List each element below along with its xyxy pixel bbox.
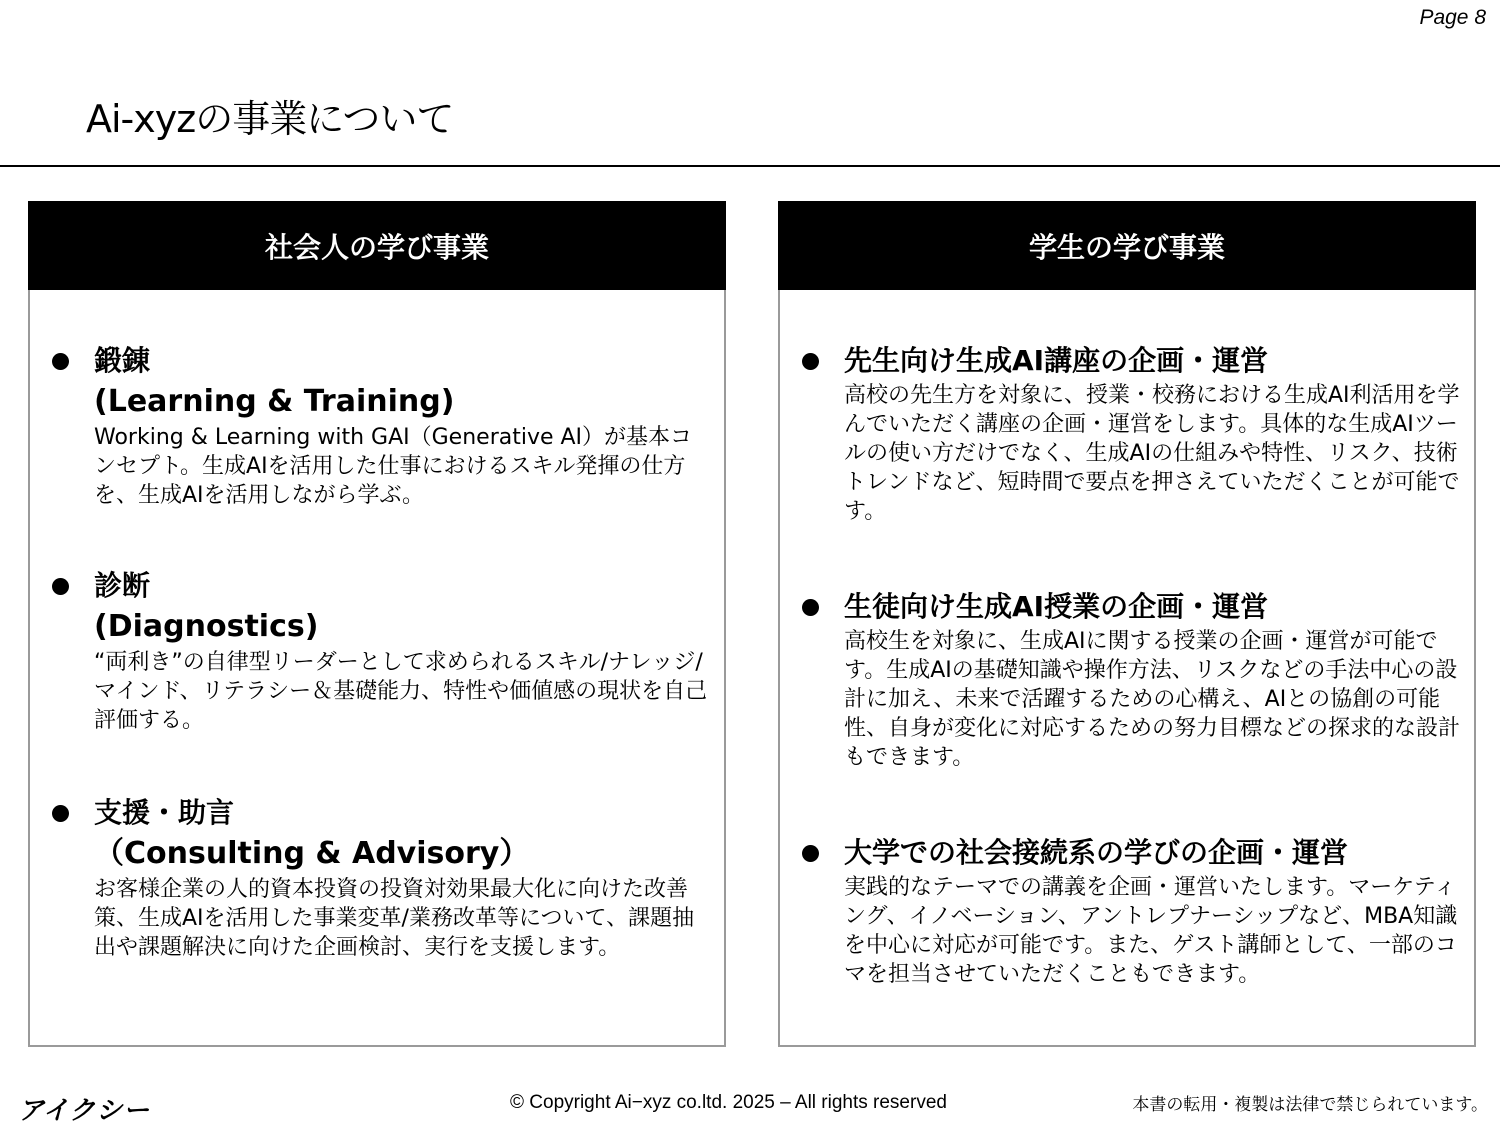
- bullet-icon: [52, 578, 69, 595]
- item-description: 高校の先生方を対象に、授業・校務における生成AI利活用を学んでいただく講座の企画・運営をします。具体的な生成AIツールの使い方だけでなく、生成AIの仕組みや特性、リスク、技術トレンドなど、短時間で要点を押さえていただくことが可能です。: [844, 383, 1460, 524]
- item-subtitle: （Consulting & Advisory）: [94, 836, 530, 871]
- list-item-teacher-course: [800, 341, 1460, 526]
- copyright-text: © Copyright Ai−xyz co.ltd. 2025 – All rights reserved: [510, 1092, 947, 1113]
- list-item-student-class: [800, 587, 1460, 772]
- list-item-training: [50, 341, 710, 510]
- item-subtitle: (Diagnostics): [94, 609, 319, 644]
- list-item-university-program: [800, 833, 1460, 989]
- list-item-diagnostics: [50, 566, 710, 735]
- item-title: 診断: [94, 569, 151, 602]
- item-description: お客様企業の人的資本投資の投資対効果最大化に向けた改善策、生成AIを活用した事業変革/業務改革等について、課題抽出や課題解決に向けた企画検討、実行を支援します。: [94, 877, 695, 960]
- item-description: “両利き”の自律型リーダーとして求められるスキル/ナレッジ/マインド、リテラシー＆基礎能力、特性や価値感の現状を自己評価する。: [94, 650, 708, 733]
- item-title: 生徒向け生成AI授業の企画・運営: [844, 590, 1269, 623]
- panel-working-adults: [28, 201, 726, 1047]
- item-description: 実践的なテーマでの講義を企画・運営いたします。マーケティング、イノベーション、アントレプナーシップなど、MBA知識を中心に対応が可能です。また、ゲスト講師として、一部のコマを担当させていただくこともできます。: [844, 875, 1458, 987]
- item-title: 支援・助言: [94, 796, 235, 829]
- item-title: 大学での社会接続系の学びの企画・運営: [844, 836, 1349, 869]
- page-title: Ai-xyzの事業について: [86, 97, 454, 141]
- bullet-icon: [802, 353, 819, 370]
- panel-header: 社会人の学び事業: [28, 201, 726, 290]
- reproduction-notice: 本書の転用・複製は法律で禁じられています。: [1132, 1095, 1488, 1115]
- bullet-icon: [802, 845, 819, 862]
- bullet-icon: [52, 805, 69, 822]
- company-logo: アイクシー: [18, 1096, 151, 1126]
- panel-students: [778, 201, 1476, 1047]
- bullet-icon: [52, 353, 69, 370]
- item-subtitle: (Learning & Training): [94, 384, 455, 419]
- page-number: Page 8: [1419, 6, 1486, 29]
- title-divider: [0, 165, 1500, 167]
- item-description: 高校生を対象に、生成AIに関する授業の企画・運営が可能です。生成AIの基礎知識や操作方法、リスクなどの手法中心の設計に加え、未来で活躍するための心構え、AIとの協創の可能性、自身が変化に対応するための努力目標などの探求的な設計もできます。: [844, 629, 1461, 770]
- bullet-icon: [802, 599, 819, 616]
- item-title: 鍛錬: [94, 344, 151, 377]
- list-item-consulting: [50, 793, 710, 962]
- panel-header: 学生の学び事業: [778, 201, 1476, 290]
- item-description: Working & Learning with GAI（Generative AI）が基本コンセプト。生成AIを活用した仕事におけるスキル発揮の仕方を、生成AIを活用しながら学ぶ。: [94, 425, 693, 508]
- item-title: 先生向け生成AI講座の企画・運営: [844, 344, 1269, 377]
